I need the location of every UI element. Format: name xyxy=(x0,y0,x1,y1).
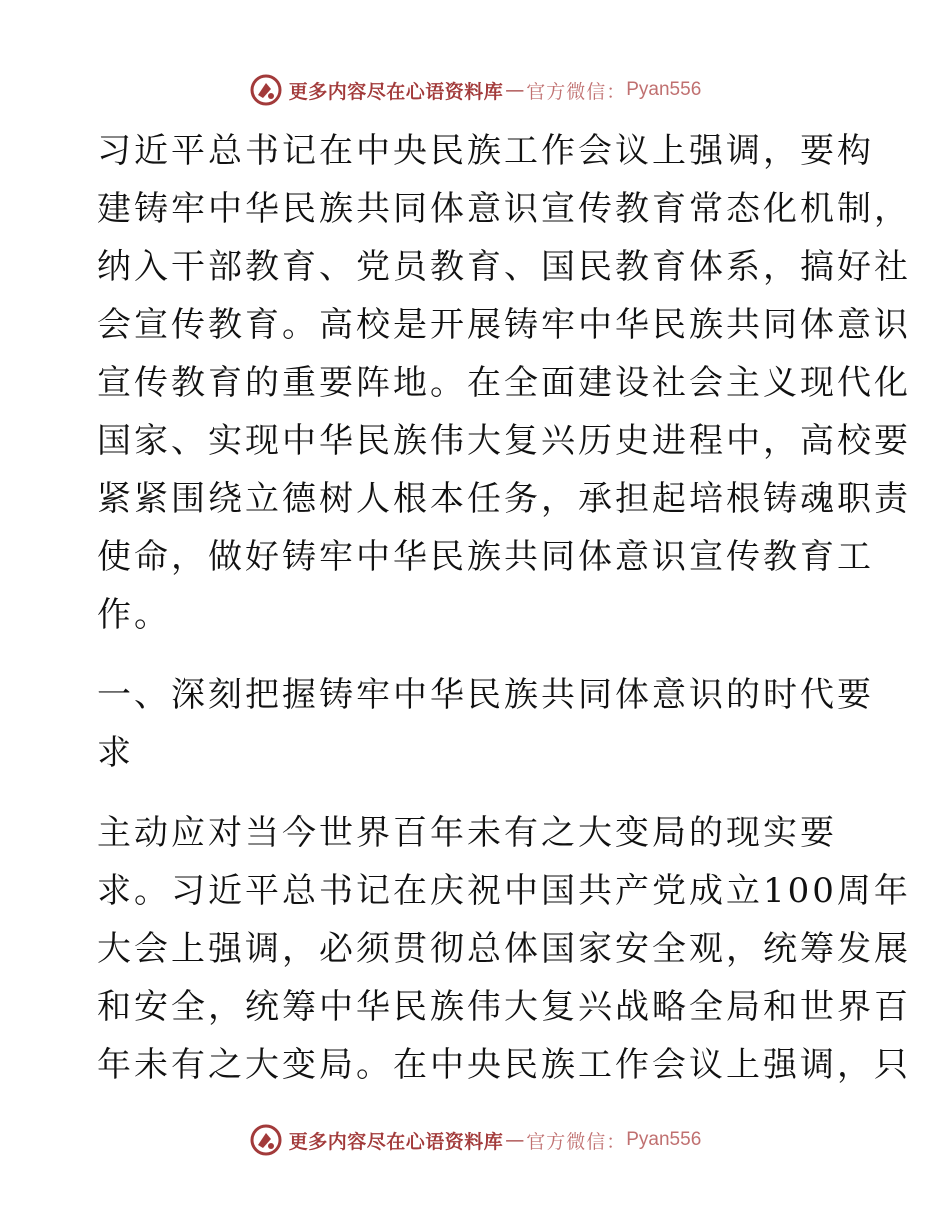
banner-brand-text: 更多内容尽在心语资料库 xyxy=(288,1130,504,1153)
text-line: 纳入干部教育、党员教育、国民教育体系，搞好社 xyxy=(97,247,911,287)
text-line: 和安全，统筹中华民族伟大复兴战略全局和世界百 xyxy=(97,987,911,1027)
paragraph-body xyxy=(97,804,911,1094)
text-line: 使命，做好铸牢中华民族共同体意识宣传教育工 xyxy=(97,537,874,577)
text-line: 宣传教育的重要阵地。在全面建设社会主义现代化 xyxy=(97,363,911,403)
document-body xyxy=(97,122,911,1094)
text-line: 习近平总书记在中央民族工作会议上强调，要构 xyxy=(97,131,874,171)
banner-dash: — xyxy=(505,1129,525,1151)
heading-line: 一、深刻把握铸牢中华民族共同体意识的时代要 xyxy=(97,675,874,715)
banner-brand-text: 更多内容尽在心语资料库 xyxy=(288,80,504,103)
section-heading xyxy=(97,666,874,782)
text-line: 求。习近平总书记在庆祝中国共产党成立100周年 xyxy=(97,871,911,911)
banner-dash: — xyxy=(505,79,525,101)
text-line: 会宣传教育。高校是开展铸牢中华民族共同体意识 xyxy=(97,305,911,345)
paragraph-gap xyxy=(97,782,857,804)
header-watermark-banner xyxy=(0,70,950,110)
logo-icon xyxy=(249,1123,283,1157)
text-line: 大会上强调，必须贯彻总体国家安全观，统筹发展 xyxy=(97,929,911,969)
text-line: 年未有之大变局。在中央民族工作会议上强调，只 xyxy=(97,1045,911,1085)
paragraph-intro xyxy=(97,122,911,644)
banner-wechat-id: Pyan556 xyxy=(626,1129,702,1150)
banner-wechat-id: Pyan556 xyxy=(626,79,702,100)
text-line: 国家、实现中华民族伟大复兴历史进程中，高校要 xyxy=(97,421,911,461)
text-line: 作。 xyxy=(97,595,171,635)
footer-watermark-banner xyxy=(0,1120,950,1160)
text-line: 紧紧围绕立德树人根本任务，承担起培根铸魂职责 xyxy=(97,479,911,519)
banner-wechat-label: 官方微信： xyxy=(526,80,627,103)
heading-line: 求 xyxy=(97,733,134,773)
logo-icon xyxy=(249,73,283,107)
text-line: 建铸牢中华民族共同体意识宣传教育常态化机制， xyxy=(97,189,911,229)
text-line: 主动应对当今世界百年未有之大变局的现实要 xyxy=(97,813,837,853)
banner-wechat-label: 官方微信： xyxy=(526,1130,627,1153)
paragraph-gap xyxy=(97,644,857,666)
